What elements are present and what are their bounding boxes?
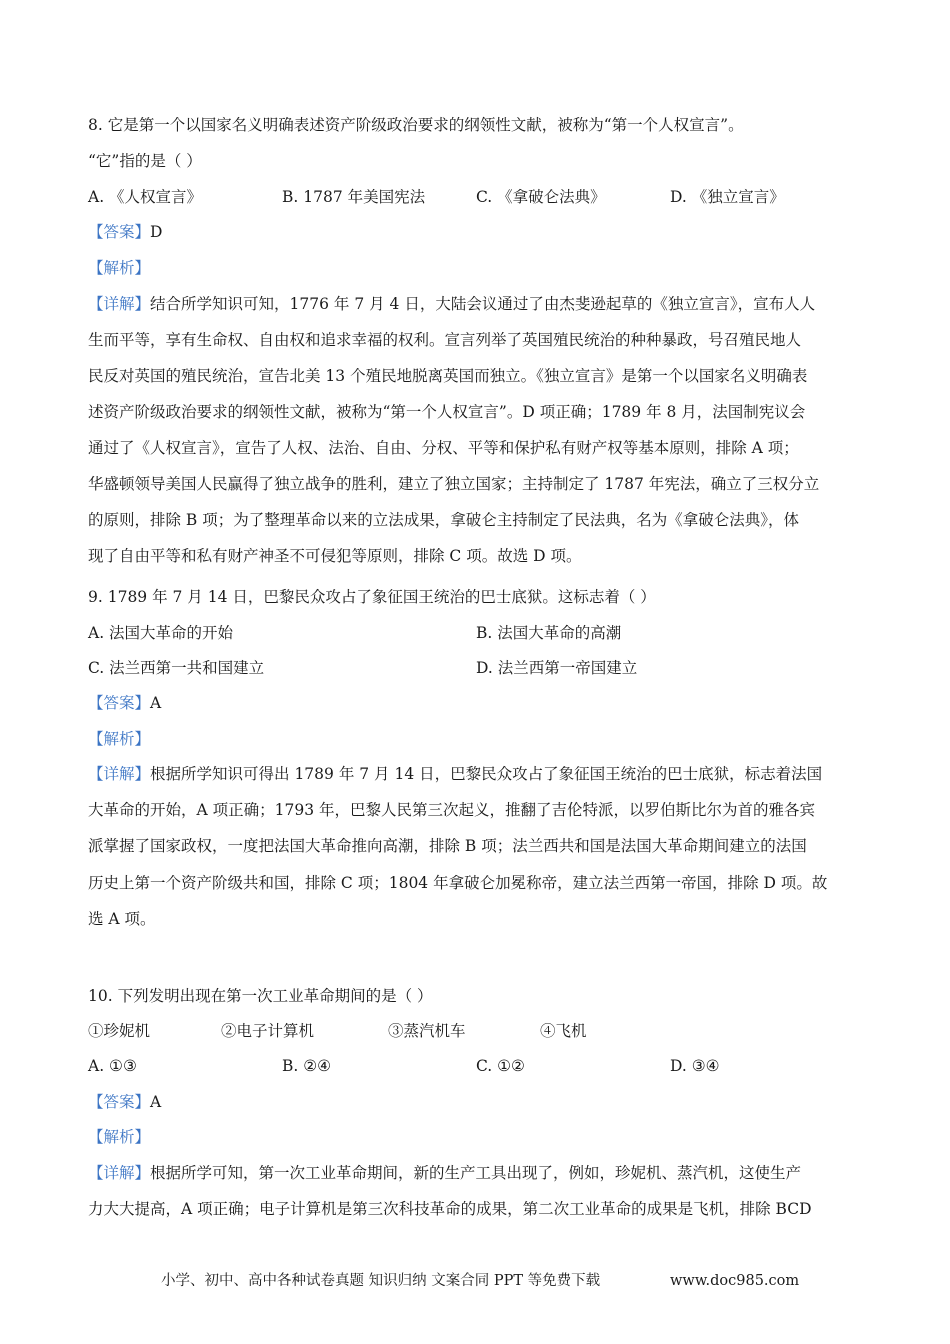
q8-detail-line: 【详解】结合所学知识可知，1776 年 7 月 4 日，大陆会议通过了由杰斐逊起草的《独立宣言》，宣布人人 [88,295,816,313]
q8-detail-line: 华盛顿领导美国人民赢得了独立战争的胜利，建立了独立国家；主持制定了 1787 年宪法，确立了三权分立 [88,475,820,493]
q10-option-d: D. ③④ [670,1057,720,1075]
q10-analysis-tag: 【解析】 [88,1128,151,1146]
q9-detail-line: 大革命的开始，A 项正确；1793 年，巴黎人民第三次起义，推翻了吉伦特派，以罗伯斯比尔为首的雅各宾 [88,801,815,819]
q8-analysis-tag: 【解析】 [88,259,151,277]
answer-value: D [150,223,163,241]
q8-stem-line-2: “它”指的是（ ） [88,152,202,170]
q8-answer [88,222,162,242]
answer-tag: 【答案】 [88,1093,151,1111]
q9-option-b: B. 法国大革命的高潮 [476,624,622,642]
q8-detail-line: 述资产阶级政治要求的纲领性文献，被称为“第一个人权宣言”。D 项正确；1789 年 8 月，法国制宪议会 [88,403,806,421]
q9-analysis-tag: 【解析】 [88,730,151,748]
answer-tag: 【答案】 [88,223,151,241]
q10-answer [88,1092,161,1112]
q8-option-b: B. 1787 年美国宪法 [282,188,426,206]
answer-value: A [150,1093,162,1111]
q10-item-3: ③蒸汽机车 [388,1022,466,1040]
q8-option-a: A. 《人权宣言》 [88,188,203,206]
q10-item-1: ①珍妮机 [88,1022,151,1040]
q9-detail-line: 历史上第一个资产阶级共和国，排除 C 项；1804 年拿破仑加冕称帝，建立法兰西第一帝国，排除 D 项。故 [88,874,828,892]
q10-option-c: C. ①② [476,1057,525,1075]
q10-detail-line: 力大大提高，A 项正确；电子计算机是第三次科技革命的成果，第二次工业革命的成果是飞机，排除 BCD [88,1200,812,1218]
detail-tag: 【详解】 [88,765,151,783]
q9-option-c: C. 法兰西第一共和国建立 [88,659,265,677]
q10-stem: 10. 下列发明出现在第一次工业革命期间的是（ ） [88,987,433,1005]
q8-detail-line: 现了自由平等和私有财产神圣不可侵犯等原则，排除 C 项。故选 D 项。 [88,547,582,565]
q10-detail-line: 【详解】根据所学可知，第一次工业革命期间，新的生产工具出现了，例如，珍妮机、蒸汽机，这使生产 [88,1164,802,1182]
q9-option-a: A. 法国大革命的开始 [88,624,234,642]
q8-option-c: C. 《拿破仑法典》 [476,188,606,206]
q9-detail-line: 派掌握了国家政权，一度把法国大革命推向高潮，排除 B 项；法兰西共和国是法国大革命期间建立的法国 [88,837,807,855]
q9-option-d: D. 法兰西第一帝国建立 [476,659,638,677]
q8-detail-line: 通过了《人权宣言》，宣告了人权、法治、自由、分权、平等和保护私有财产权等基本原则，排除 A 项； [88,439,799,457]
answer-tag: 【答案】 [88,694,151,712]
q8-stem-line-1: 8. 它是第一个以国家名义明确表述资产阶级政治要求的纲领性文献，被称为“第一个人权宣言”。 [88,116,744,134]
detail-tag: 【详解】 [88,295,151,313]
detail-tag: 【详解】 [88,1164,151,1182]
q9-answer [88,693,161,713]
q9-stem: 9. 1789 年 7 月 14 日，巴黎民众攻占了象征国王统治的巴士底狱。这标志着（ ） [88,588,656,606]
q9-detail-line: 选 A 项。 [88,910,156,928]
q10-item-4: ④飞机 [540,1022,587,1040]
q8-detail-line: 的原则，排除 B 项；为了整理革命以来的立法成果，拿破仑主持制定了民法典，名为《拿破仑法典》，体 [88,511,799,529]
q9-detail-line: 【详解】根据所学知识可得出 1789 年 7 月 14 日，巴黎民众攻占了象征国王统治的巴士底狱，标志着法国 [88,765,823,783]
answer-value: A [150,694,162,712]
footer-text: 小学、初中、高中各种试卷真题 知识归纳 文案合同 PPT 等免费下载 [161,1273,601,1289]
q10-item-2: ②电子计算机 [221,1022,315,1040]
q8-option-d: D. 《独立宣言》 [670,188,785,206]
q10-option-b: B. ②④ [282,1057,332,1075]
q8-detail-line: 民反对英国的殖民统治，宣告北美 13 个殖民地脱离英国而独立。《独立宣言》是第一个以国家名义明确表 [88,367,808,385]
q10-option-a: A. ①③ [88,1057,137,1075]
footer-site-link[interactable]: www.doc985.com [670,1273,800,1289]
q8-detail-line: 生而平等，享有生命权、自由权和追求幸福的权利。宣言列举了英国殖民统治的种种暴政，号召殖民地人 [88,331,802,349]
